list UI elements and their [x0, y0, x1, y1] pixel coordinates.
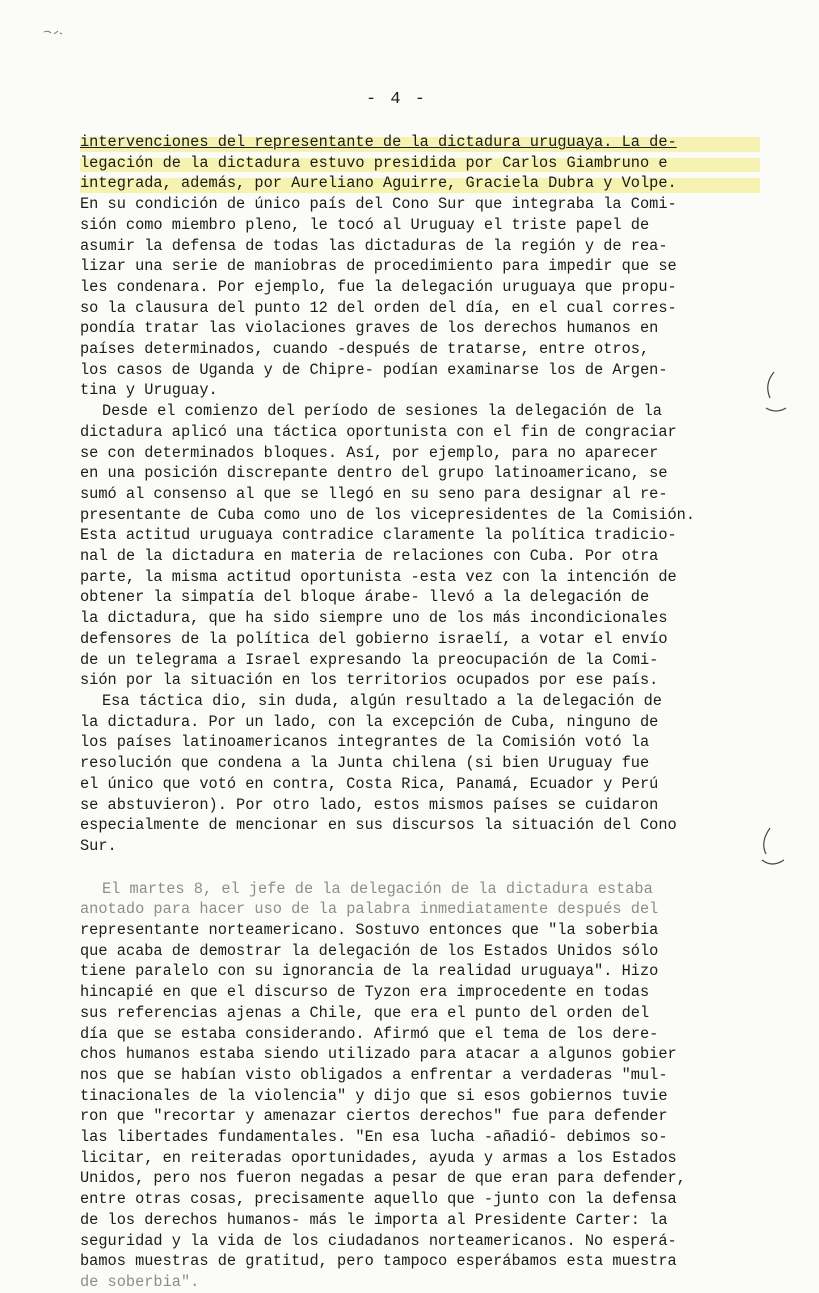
text-line: bamos muestras de gratitud, pero tampoco esperábamos esta muestra [80, 1252, 677, 1271]
text-line: en una posición discrepante dentro del grupo latinoamericano, se [80, 464, 668, 483]
text-line: entre otras cosas, precisamente aquello que -junto con la defensa [80, 1190, 677, 1209]
text-line: de los derechos humanos- más le importa al Presidente Carter: la [80, 1210, 668, 1229]
text-line: especialmente de mencionar en sus discursos la situación del Cono [80, 816, 677, 835]
margin-bracket-mark [758, 826, 788, 876]
text-line: se con determinados bloques. Así, por ejemplo, para no aparecer [80, 443, 659, 462]
text-line: sus referencias ajenas a Chile, que era el punto del orden del [80, 1003, 650, 1022]
text-line: tinacionales de la violencia" y dijo que si esos gobiernos tuvie [80, 1086, 668, 1105]
text-line: sión por la situación en los territorios ocupados por ese país. [80, 671, 659, 690]
text-line: el único que votó en contra, Costa Rica, Panamá, Ecuador y Perú [80, 774, 659, 793]
text-line: países determinados, cuando -después de tratarse, entre otros, [80, 340, 650, 359]
text-line: licitar, en reiteradas oportunidades, ayuda y armas a los Estados [80, 1148, 677, 1167]
text-line: resolución que condena a la Junta chilena (si bien Uruguay fue [80, 754, 650, 773]
text-line: defensores de la política del gobierno israelí, a votar el envío [80, 629, 668, 648]
paragraph-spacer [80, 857, 760, 879]
paragraph-2 [80, 401, 760, 691]
text-line: tina y Uruguay. [80, 381, 218, 400]
text-line: que acaba de demostrar la delegación de los Estados Unidos sólo [80, 941, 659, 960]
text-line: integrada, además, por Aureliano Aguirre, Graciela Dubra y Volpe. [80, 173, 760, 194]
text-line: obtener la simpatía del bloque árabe- llevó a la delegación de [80, 588, 650, 607]
text-line: nal de la dictadura en materia de relaciones con Cuba. Por otra [80, 547, 659, 566]
typewritten-body [80, 132, 760, 1293]
text-line: la dictadura. Por un lado, con la excepción de Cuba, ninguno de [80, 712, 659, 731]
text-line: la dictadura, que ha sido siempre uno de los más incondicionales [80, 609, 668, 628]
text-line: tiene paralelo con su ignorancia de la realidad uruguaya". Hizo [80, 962, 659, 981]
text-line: Esa táctica dio, sin duda, algún resultado a la delegación de [102, 691, 662, 710]
paragraph-1 [80, 132, 760, 401]
text-line: nos que se habían visto obligados a enfrentar a verdaderas "mul- [80, 1065, 668, 1084]
text-line: se abstuvieron). Por otro lado, estos mismos países se cuidaron [80, 795, 659, 814]
text-line: Esta actitud uruguaya contradice claramente la política tradicio- [80, 526, 677, 545]
text-line: dictadura aplicó una táctica oportunista con el fin de congraciar [80, 422, 677, 441]
text-line: les condenara. Por ejemplo, fue la delegación uruguaya que propu- [80, 277, 677, 296]
text-line: intervenciones del representante de la dictadura uruguaya. La de- [80, 132, 760, 153]
text-line: Unidos, pero nos fueron negadas a pesar de que eran para defender, [80, 1169, 686, 1188]
paragraph-3 [80, 691, 760, 857]
text-line: las libertades fundamentales. "En esa lucha -añadió- debimos so- [80, 1128, 668, 1147]
corner-speck-mark [42, 28, 64, 38]
text-line: Sur. [80, 836, 117, 855]
text-line: los casos de Uganda y de Chipre- podían examinarse los de Argen- [80, 360, 668, 379]
text-line: pondía tratar las violaciones graves de los derechos humanos en [80, 319, 659, 338]
text-line: asumir la defensa de todas las dictaduras de la región y de rea- [80, 236, 668, 255]
text-line: legación de la dictadura estuvo presidida por Carlos Giambruno e [80, 153, 760, 174]
page-number: - 4 - [366, 90, 428, 109]
text-line: anotado para hacer uso de la palabra inmediatamente después del [80, 900, 659, 919]
text-line: parte, la misma actitud oportunista -esta vez con la intención de [80, 567, 677, 586]
text-line: so la clausura del punto 12 del orden del día, en el cual corres- [80, 298, 677, 317]
text-line: de soberbia". [80, 1272, 200, 1291]
text-line: El martes 8, el jefe de la delegación de la dictadura estaba [102, 879, 653, 898]
text-line: representante norteamericano. Sostuvo entonces que "la soberbia [80, 921, 659, 940]
text-line: En su condición de único país del Cono Sur que integraba la Comi- [80, 195, 677, 214]
text-line: lizar una serie de maniobras de procedimiento para impedir que se [80, 257, 677, 276]
text-line: de un telegrama a Israel expresando la preocupación de la Comi- [80, 650, 659, 669]
text-line: sumó al consenso al que se llegó en su seno para designar al re- [80, 484, 668, 503]
text-line: ron que "recortar y amenazar ciertos derechos" fue para defender [80, 1107, 668, 1126]
text-line: hincapié en que el discurso de Tyzon era improcedente en todas [80, 983, 650, 1002]
margin-bracket-mark [760, 368, 790, 418]
text-line: chos humanos estaba siendo utilizado para atacar a algunos gobier [80, 1045, 677, 1064]
text-line: seguridad y la vida de los ciudadanos norteamericanos. No esperá- [80, 1231, 677, 1250]
text-line: sión como miembro pleno, le tocó al Uruguay el triste papel de [80, 215, 650, 234]
text-line: presentante de Cuba como uno de los vicepresidentes de la Comisión. [80, 505, 696, 524]
text-line: los países latinoamericanos integrantes de la Comisión votó la [80, 733, 650, 752]
text-line: día que se estaba considerando. Afirmó que el tema de los dere- [80, 1024, 659, 1043]
paragraph-4 [80, 879, 760, 1293]
text-line: Desde el comienzo del período de sesiones la delegación de la [102, 402, 662, 421]
